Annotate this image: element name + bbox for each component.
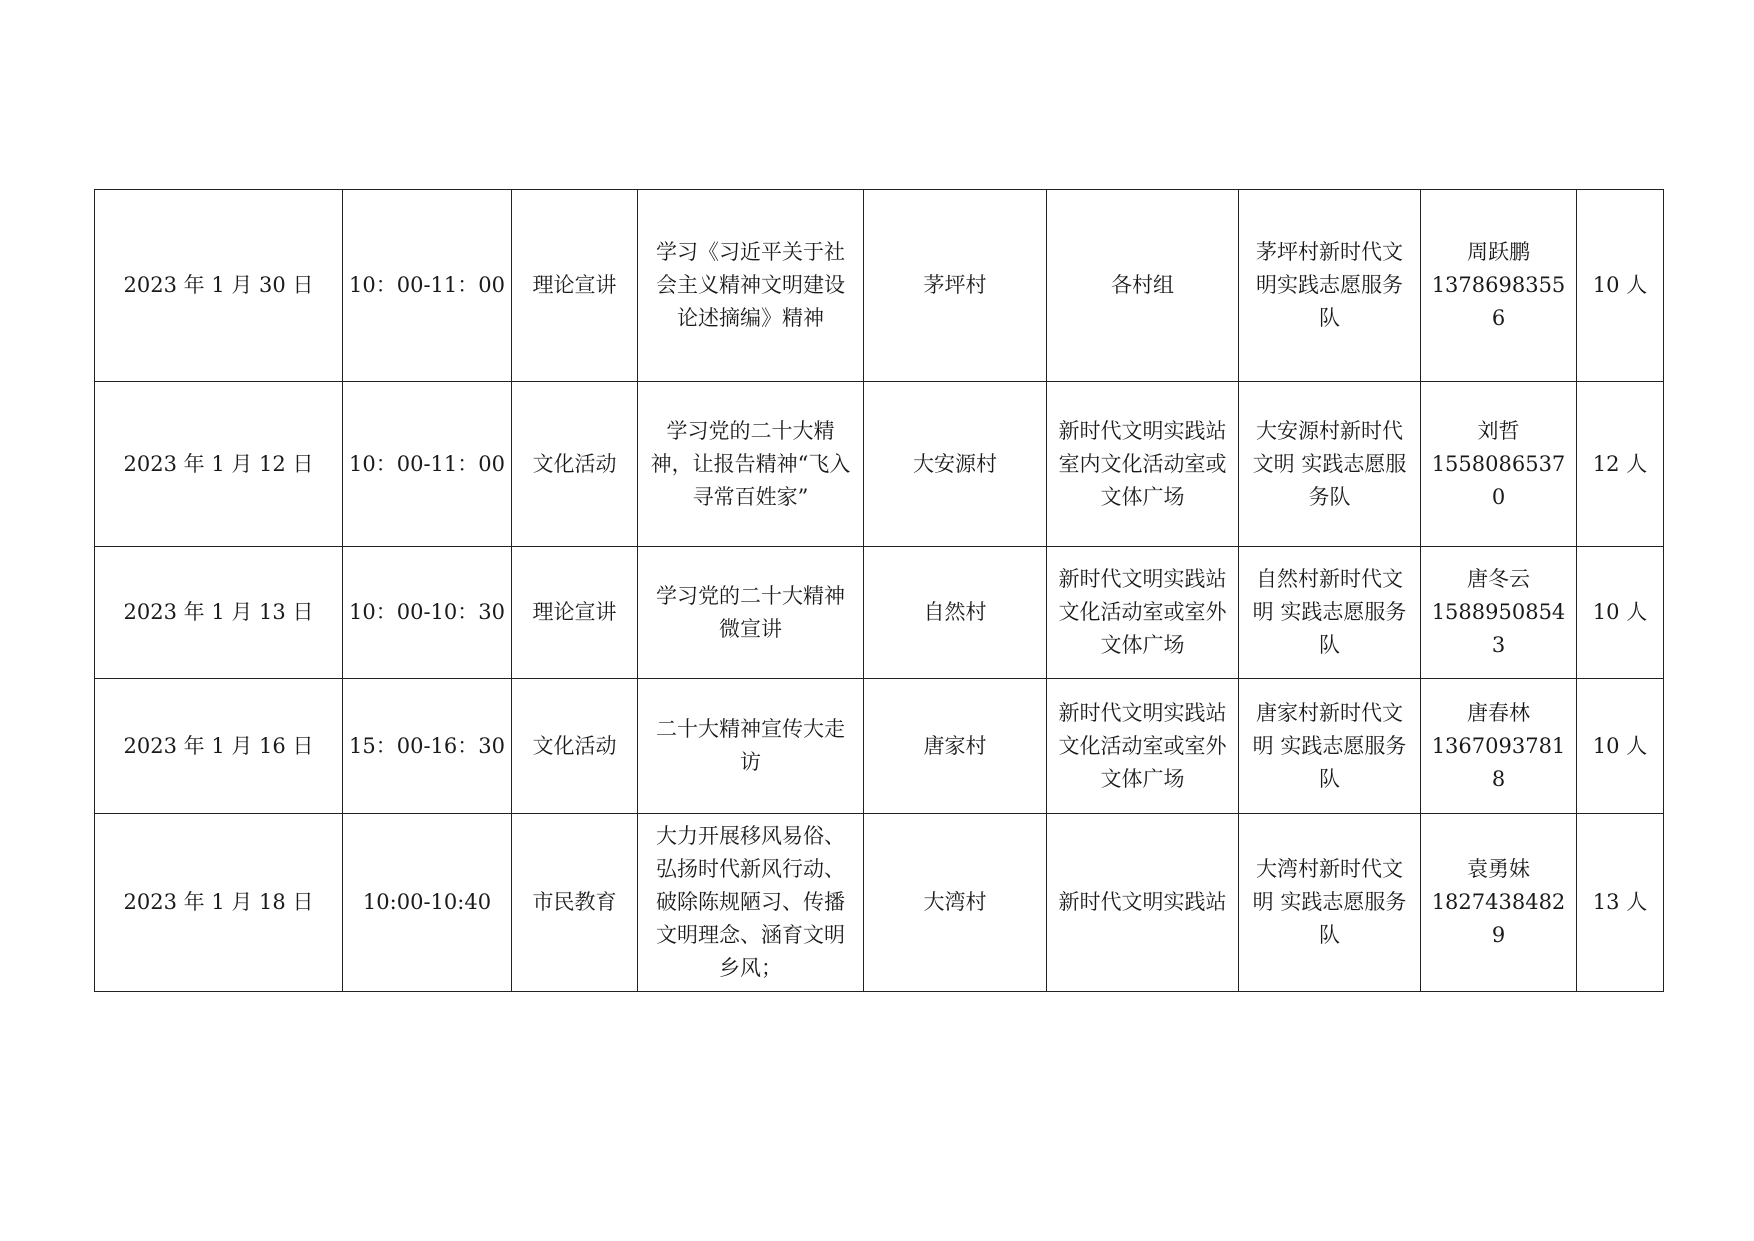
contact-cell: [1421, 547, 1577, 679]
table-row: [95, 814, 1664, 992]
location-cell: 新时代文明实践站文化活动室或室外文体广场: [1047, 679, 1239, 814]
contact-cell: [1421, 814, 1577, 992]
contact-phone: 13670937818: [1431, 733, 1566, 791]
date-cell: 2023 年 1 月 12 日: [95, 382, 343, 547]
category-cell: 文化活动: [512, 679, 638, 814]
contact-name: 周跃鹏: [1467, 240, 1530, 264]
team-cell: 大湾村新时代文明 实践志愿服务队: [1239, 814, 1421, 992]
contact-phone: 15580865370: [1431, 451, 1566, 509]
location-cell: 新时代文明实践站室内文化活动室或文体广场: [1047, 382, 1239, 547]
date-cell: 2023 年 1 月 18 日: [95, 814, 343, 992]
table-row: [95, 547, 1664, 679]
contact-cell: [1421, 679, 1577, 814]
time-cell: 15：00-16：30: [343, 679, 512, 814]
participant-count-cell: 12 人: [1577, 382, 1664, 547]
table-row: [95, 190, 1664, 382]
contact-cell: [1421, 382, 1577, 547]
time-cell: 10：00-11：00: [343, 190, 512, 382]
village-cell: 唐家村: [864, 679, 1047, 814]
team-cell: 茅坪村新时代文明实践志愿服务队: [1239, 190, 1421, 382]
location-cell: 新时代文明实践站: [1047, 814, 1239, 992]
content-cell: 二十大精神宣传大走访: [638, 679, 864, 814]
table-row: [95, 679, 1664, 814]
participant-count-cell: 10 人: [1577, 547, 1664, 679]
category-cell: 理论宣讲: [512, 190, 638, 382]
content-cell: 大力开展移风易俗、弘扬时代新风行动、破除陈规陋习、传播文明理念、涵育文明乡风；: [638, 814, 864, 992]
category-cell: 文化活动: [512, 382, 638, 547]
team-cell: 唐家村新时代文明 实践志愿服务队: [1239, 679, 1421, 814]
contact-name: 刘哲: [1477, 418, 1520, 443]
content-cell: 学习党的二十大精神，让报告精神“飞入寻常百姓家”: [638, 382, 864, 547]
activity-schedule-table: [94, 189, 1664, 992]
contact-phone: 15889508543: [1431, 600, 1566, 657]
time-cell: 10:00-10:40: [343, 814, 512, 992]
contact-name: 唐冬云: [1467, 567, 1530, 591]
contact-name: 唐春林: [1467, 700, 1530, 725]
date-cell: 2023 年 1 月 30 日: [95, 190, 343, 382]
contact-phone: 18274384829: [1431, 890, 1566, 947]
village-cell: 大湾村: [864, 814, 1047, 992]
category-cell: 市民教育: [512, 814, 638, 992]
team-cell: 大安源村新时代文明 实践志愿服务队: [1239, 382, 1421, 547]
team-cell: 自然村新时代文明 实践志愿服务队: [1239, 547, 1421, 679]
village-cell: 自然村: [864, 547, 1047, 679]
time-cell: 10：00-10：30: [343, 547, 512, 679]
participant-count-cell: 13 人: [1577, 814, 1664, 992]
contact-phone: 13786983556: [1431, 273, 1566, 330]
date-cell: 2023 年 1 月 13 日: [95, 547, 343, 679]
content-cell: 学习《习近平关于社会主义精神文明建设论述摘编》精神: [638, 190, 864, 382]
location-cell: 各村组: [1047, 190, 1239, 382]
table-row: [95, 382, 1664, 547]
date-cell: 2023 年 1 月 16 日: [95, 679, 343, 814]
contact-name: 袁勇妹: [1467, 857, 1530, 881]
participant-count-cell: 10 人: [1577, 190, 1664, 382]
participant-count-cell: 10 人: [1577, 679, 1664, 814]
category-cell: 理论宣讲: [512, 547, 638, 679]
contact-cell: [1421, 190, 1577, 382]
village-cell: 茅坪村: [864, 190, 1047, 382]
location-cell: 新时代文明实践站文化活动室或室外文体广场: [1047, 547, 1239, 679]
content-cell: 学习党的二十大精神 微宣讲: [638, 547, 864, 679]
time-cell: 10：00-11：00: [343, 382, 512, 547]
village-cell: 大安源村: [864, 382, 1047, 547]
